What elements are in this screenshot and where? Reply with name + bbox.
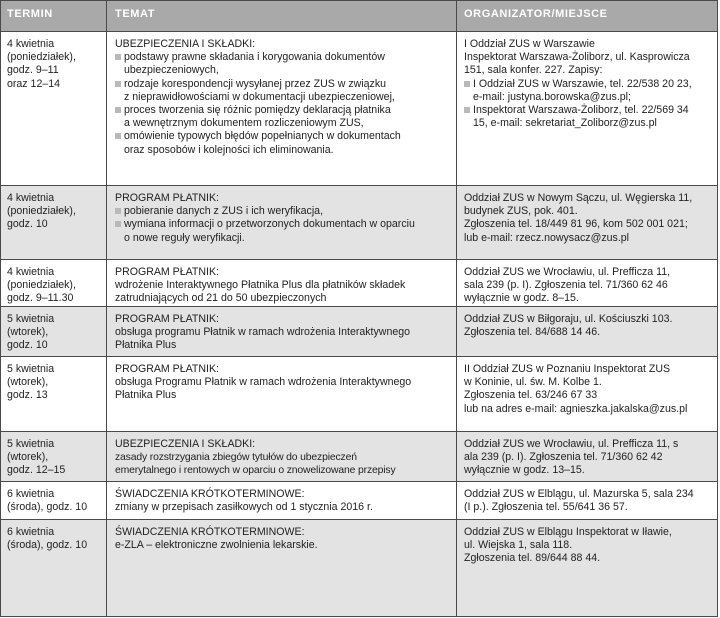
bullet-square-icon [115,54,121,60]
header-temat: TEMAT [107,1,457,31]
topic-text: zatrudniających od 21 do 50 ubezpieczonych [115,292,327,305]
table-row [1,260,717,307]
org-line: Oddział ZUS w Elblągu Inspektorat w Iławie, [464,526,672,538]
email-link[interactable]: lub e-mail: rzecz.nowysacz@zus.pl [464,231,630,244]
termin-line: godz. 12–15 [7,464,66,477]
temat-cell [107,32,457,185]
termin-cell [1,357,107,431]
org-line: Oddział ZUS w Biłgoraju, ul. Kościuszki 103. [464,313,673,325]
org-line: Zgłoszenia tel. 18/449 81 96, kom 502 001 021; [464,218,688,231]
topic-text: obsługa Programu Płatnik w ramach wdrożenia Interaktywnego [115,376,412,389]
topic-text: wdrożenie Interaktywnego Płatnika Plus dla płatników składek [115,279,406,292]
organizator-cell [457,260,717,306]
bullet-item: omówienie typowych błędów popełnianych w dokumentach oraz sposobów i kolejności ich eliminowania. [115,130,451,156]
org-line: Inspektorat Warszawa-Żoliborz, ul. Kasprowicza [464,51,690,64]
organizator-cell [457,432,717,481]
termin-line: 5 kwietnia [7,313,55,325]
topic-text: Płatnika Plus [115,389,177,402]
org-line: Zgłoszenia tel. 63/246 67 33 [464,389,598,402]
organizator-cell [457,307,717,356]
termin-line: (poniedziałek), [7,205,76,218]
topic-title: ŚWIADCZENIA KRÓTKOTERMINOWE: [115,526,305,538]
termin-cell [1,520,107,616]
bullet-square-icon [115,81,121,87]
termin-line: (wtorek), [7,326,49,339]
termin-line: godz. 9–11.30 [7,292,74,305]
org-bullet-item: I Oddział ZUS w Warszawie, tel. 22/538 20 23, e-mail: justyna.borowska@zus.pl; [464,78,712,104]
table-header [1,1,717,32]
temat-cell [107,186,457,259]
org-line: (I p.). Zgłoszenia tel. 55/641 36 57. [464,501,628,514]
topic-title: PROGRAM PŁATNIK: [115,266,219,278]
topic-text: e-ZLA – elektroniczne zwolnienia lekarskie. [115,539,318,552]
org-line: II Oddział ZUS w Poznaniu Inspektorat ZUS [464,363,671,375]
bullet-item: pobieranie danych z ZUS i ich weryfikacja, [115,205,451,218]
termin-line: godz. 10 [7,339,48,352]
termin-cell [1,186,107,259]
termin-line: 4 kwietnia [7,192,55,204]
org-line: wyłącznie w godz. 13–15. [464,464,585,477]
table-row [1,520,717,616]
table-row [1,482,717,520]
termin-cell [1,482,107,519]
org-line: ala 239 (p. I). Zgłoszenia tel. 71/360 62 42 [464,451,663,464]
termin-line: godz. 10 [7,218,48,231]
termin-cell [1,307,107,356]
organizator-cell [457,32,717,185]
temat-cell [107,520,457,616]
termin-line: godz. 13 [7,389,48,402]
header-termin: TERMIN [1,1,107,31]
org-line: w Koninie, ul. św. M. Kolbe 1. [464,376,602,389]
org-line: Oddział ZUS w Elblągu, ul. Mazurska 5, sala 234 [464,488,694,500]
org-line: Oddział ZUS we Wrocławiu, ul. Prefficza 11, [464,266,671,278]
bullet-square-icon [115,208,121,214]
organizator-cell [457,357,717,431]
temat-cell [107,432,457,481]
termin-line: godz. 9–11 [7,64,59,77]
bullet-square-icon [464,107,470,113]
topic-text: zmiany w przepisach zasiłkowych od 1 stycznia 2016 r. [115,501,373,514]
topic-title: PROGRAM PŁATNIK: [115,363,219,375]
termin-cell [1,260,107,306]
termin-line: (poniedziałek), [7,279,76,292]
termin-line: 5 kwietnia [7,363,55,375]
topic-title: UBEZPIECZENIA I SKŁADKI: [115,38,256,50]
termin-line: 6 kwietnia [7,526,55,538]
bullet-square-icon [464,81,470,87]
org-line: wyłącznie w godz. 8–15. [464,292,579,305]
bullet-item: rodzaje korespondencji wysyłanej przez ZUS w związku z nieprawidłowościami w dokumentacji ubezpieczeniowej, [115,78,451,104]
bullet-item: proces tworzenia się różnic pomiędzy deklaracją płatnika a wewnętrznym dokumentem rozliczeniowym ZUS, [115,104,451,130]
org-line: Zgłoszenia tel. 84/688 14 46. [464,326,601,339]
bullet-item: podstawy prawne składania i korygowania dokumentów ubezpieczeniowych, [115,51,451,77]
bullet-square-icon [115,133,121,139]
org-line: Zgłoszenia tel. 89/644 88 44. [464,552,601,565]
email-link[interactable]: e-mail: justyna.borowska@zus.pl; [473,90,631,103]
org-line: Oddział ZUS w Nowym Sączu, ul. Węgierska 11, [464,192,693,204]
org-line: budynek ZUS, pok. 401. [464,205,578,218]
topic-text: zasady rozstrzygania zbiegów tytułów do ubezpieczeń [115,452,357,464]
topic-title: UBEZPIECZENIA I SKŁADKI: [115,438,256,450]
organizator-cell [457,186,717,259]
org-bullet-item: Inspektorat Warszawa-Żoliborz, tel. 22/569 34 15, e-mail: sekretariat_Zoliborz@zus.pl [464,104,712,130]
org-line: Oddział ZUS we Wrocławiu, ul. Prefficza 11, s [464,438,679,450]
temat-cell [107,260,457,306]
email-link[interactable]: 15, e-mail: sekretariat_Zoliborz@zus.pl [473,117,657,130]
topic-title: ŚWIADCZENIA KRÓTKOTERMINOWE: [115,488,305,500]
bullet-square-icon [115,221,121,227]
termin-line: oraz 12–14 [7,77,61,90]
org-line: sala 239 (p. I). Zgłoszenia tel. 71/360 62 46 [464,279,668,292]
termin-line: (poniedziałek), [7,51,76,64]
email-link[interactable]: lub na adres e-mail: agnieszka.jakalska@zus.pl [464,402,688,415]
table-row [1,357,717,432]
bullet-square-icon [115,107,121,113]
topic-text: obsługa programu Płatnik w ramach wdrożenia Interaktywnego [115,326,411,339]
org-line: 151, sala konfer. 227. Zapisy: [464,64,603,77]
temat-cell [107,307,457,356]
topic-title: PROGRAM PŁATNIK: [115,313,219,325]
termin-line: (wtorek), [7,451,49,464]
termin-line: (wtorek), [7,376,49,389]
table-row [1,432,717,482]
bullet-item: wymiana informacji o przetworzonych dokumentach w oparciu o nowe reguły weryfikacji. [115,218,451,244]
termin-cell [1,32,107,185]
table-row [1,307,717,357]
header-organizator: ORGANIZATOR/MIEJSCE [464,8,608,20]
topic-text: Płatnika Plus [115,339,177,352]
termin-line: 6 kwietnia [7,488,55,500]
termin-line: 4 kwietnia [7,266,55,278]
organizator-cell [457,482,717,519]
table-row [1,186,717,260]
termin-cell [1,432,107,481]
topic-title: PROGRAM PŁATNIK: [115,192,219,204]
temat-cell [107,482,457,519]
table-row [1,32,717,186]
organizator-cell [457,520,717,616]
termin-line: (środa), godz. 10 [7,539,88,552]
topic-text: emerytalnego i rentowych w oparciu o znowelizowane przepisy [115,465,396,477]
temat-cell [107,357,457,431]
termin-line: 4 kwietnia [7,38,55,50]
org-line: ul. Wiejska 1, sala 118. [464,539,573,552]
termin-line: 5 kwietnia [7,438,55,450]
org-line: I Oddział ZUS w Warszawie [464,38,595,50]
termin-line: (środa), godz. 10 [7,501,88,514]
